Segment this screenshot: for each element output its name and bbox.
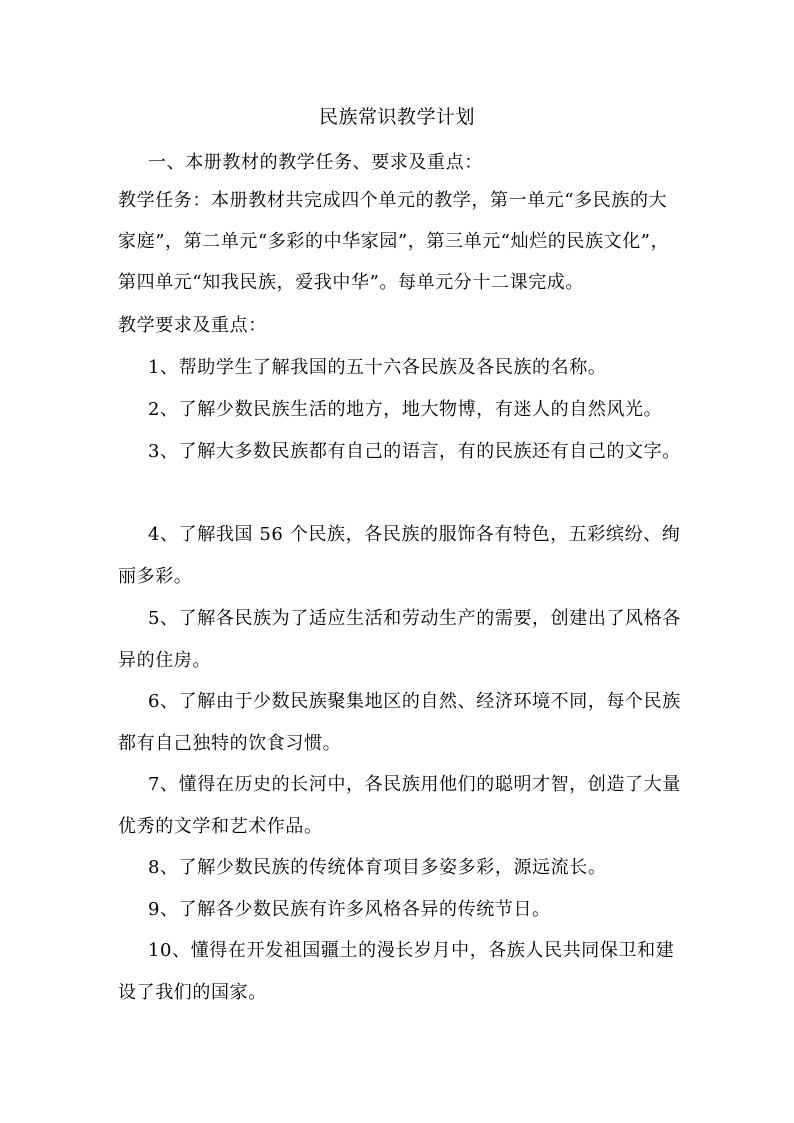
document-title: 民族常识教学计划 bbox=[318, 106, 475, 128]
task-line-3: 第四单元“知我民族，爱我中华”。每单元分十二课完成。 bbox=[118, 272, 585, 293]
section-heading: 一、本册教材的教学任务、要求及重点： bbox=[148, 152, 483, 173]
list-item-4-line-2: 丽多彩。 bbox=[118, 566, 193, 587]
task-line-2: 家庭”，第二单元“多彩的中华家园”，第三单元“灿烂的民族文化”， bbox=[118, 231, 670, 252]
list-item-1: 1、帮助学生了解我国的五十六各民族及各民族的名称。 bbox=[148, 357, 607, 378]
requirements-heading: 教学要求及重点： bbox=[118, 315, 267, 336]
list-item-9: 9、了解各少数民族有许多风格各异的传统节日。 bbox=[148, 899, 551, 920]
list-item-7-line-1: 7、懂得在历史的长河中，各民族用他们的聪明才智，创造了大量 bbox=[148, 774, 681, 795]
list-item-10-line-1: 10、懂得在开发祖国疆土的漫长岁月中，各族人民共同保卫和建 bbox=[148, 940, 675, 961]
list-item-5-line-1: 5、了解各民族为了适应生活和劳动生产的需要，创建出了风格各 bbox=[148, 608, 681, 629]
list-item-5-line-2: 异的住房。 bbox=[118, 650, 211, 671]
list-item-2: 2、了解少数民族生活的地方，地大物博，有迷人的自然风光。 bbox=[148, 399, 663, 420]
task-line-1: 教学任务：本册教材共完成四个单元的教学，第一单元“多民族的大 bbox=[118, 190, 668, 211]
list-item-7-line-2: 优秀的文学和艺术作品。 bbox=[118, 816, 323, 837]
list-item-6-line-2: 都有自己独特的饮食习惯。 bbox=[118, 733, 342, 754]
list-item-3: 3、了解大多数民族都有自己的语言，有的民族还有自己的文字。 bbox=[148, 441, 681, 462]
list-item-8: 8、了解少数民族的传统体育项目多姿多彩，源远流长。 bbox=[148, 857, 607, 878]
list-item-4-line-1: 4、了解我国 56 个民族，各民族的服饰各有特色，五彩缤纷、绚 bbox=[148, 524, 681, 545]
list-item-6-line-1: 6、了解由于少数民族聚集地区的自然、经济环境不同，每个民族 bbox=[148, 691, 681, 712]
list-item-10-line-2: 设了我们的国家。 bbox=[118, 982, 267, 1003]
